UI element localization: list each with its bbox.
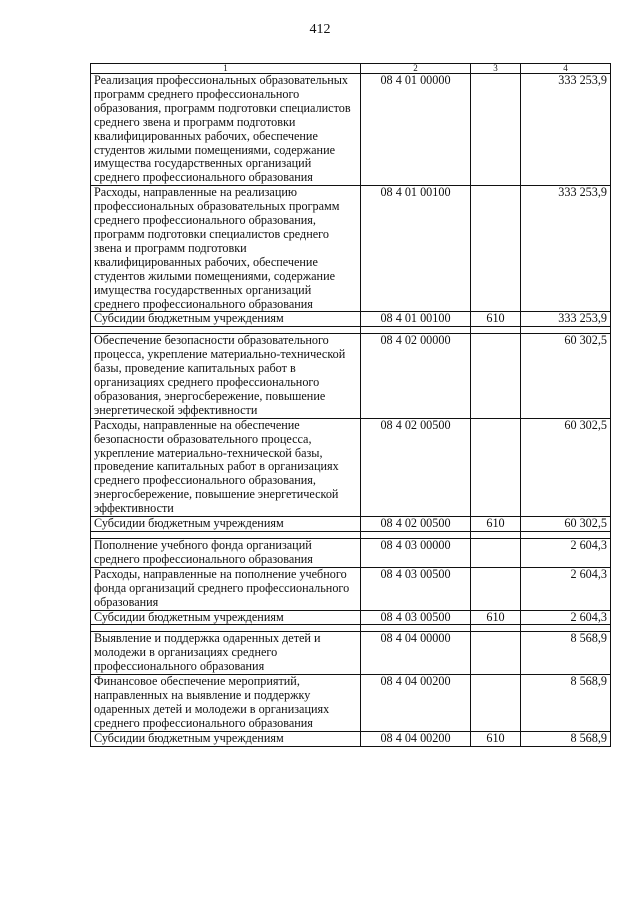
row-name: Финансовое обеспечение мероприятий, направленных на выявление и поддержку одаренных детей и молодежи в организациях среднего профессионального образования: [91, 675, 361, 732]
row-name: Субсидии бюджетным учреждениям: [91, 610, 361, 625]
row-amount: 333 253,9: [521, 186, 611, 312]
table-row: [91, 74, 611, 186]
row-name: Расходы, направленные на пополнение учебного фонда организаций среднего профессионального образования: [91, 567, 361, 610]
table-row: [91, 632, 611, 675]
row-amount: 2 604,3: [521, 610, 611, 625]
row-amount: 333 253,9: [521, 74, 611, 186]
row-type: 610: [471, 517, 521, 532]
row-amount: 8 568,9: [521, 731, 611, 746]
row-name: Выявление и поддержка одаренных детей и молодежи в организациях среднего профессионального образования: [91, 632, 361, 675]
row-name: Субсидии бюджетным учреждениям: [91, 312, 361, 327]
table-row: [91, 610, 611, 625]
row-type: 610: [471, 731, 521, 746]
row-type: [471, 632, 521, 675]
table-row: [91, 517, 611, 532]
table-row: [91, 334, 611, 418]
row-type: [471, 567, 521, 610]
row-code: 08 4 02 00500: [361, 418, 471, 516]
row-code: 08 4 01 00100: [361, 312, 471, 327]
row-code: 08 4 02 00000: [361, 334, 471, 418]
row-type: [471, 74, 521, 186]
row-type: 610: [471, 312, 521, 327]
row-amount: 60 302,5: [521, 418, 611, 516]
row-code: 08 4 03 00000: [361, 539, 471, 568]
row-amount: 60 302,5: [521, 334, 611, 418]
row-name: Расходы, направленные на обеспечение безопасности образовательного процесса, укрепление материально-технической базы, проведение капитальных работ в организациях среднего профессионального образования, энергосбережение, повышение энергетической эффективности: [91, 418, 361, 516]
row-amount: 2 604,3: [521, 539, 611, 568]
row-code: 08 4 03 00500: [361, 567, 471, 610]
column-header: 1: [91, 64, 361, 74]
row-type: [471, 675, 521, 732]
row-name: Обеспечение безопасности образовательного процесса, укрепление материально-технической базы, проведение капитальных работ в организациях среднего профессионального образования, энергосбережение, повышение энергетической эффективности: [91, 334, 361, 418]
row-amount: 2 604,3: [521, 567, 611, 610]
row-code: 08 4 04 00000: [361, 632, 471, 675]
row-name: Субсидии бюджетным учреждениям: [91, 517, 361, 532]
row-amount: 8 568,9: [521, 632, 611, 675]
row-name: Расходы, направленные на реализацию профессиональных образовательных программ среднего профессионального образования, программ подготовки специалистов среднего звена и программ подготовки квалифицированных рабочих, обеспечение студентов жилыми помещениями, содержание имущества государственных организаций среднего профессионального образования: [91, 186, 361, 312]
column-header: 4: [521, 64, 611, 74]
column-header: 3: [471, 64, 521, 74]
row-code: 08 4 04 00200: [361, 731, 471, 746]
table-row: [91, 539, 611, 568]
row-type: [471, 539, 521, 568]
row-code: 08 4 01 00100: [361, 186, 471, 312]
row-name: Субсидии бюджетным учреждениям: [91, 731, 361, 746]
table-row: [91, 418, 611, 516]
table-row: [91, 567, 611, 610]
row-name: Реализация профессиональных образовательных программ среднего профессионального образования, программ подготовки специалистов среднего звена и программ подготовки квалифицированных рабочих, обеспечение студентов жилыми помещениями, содержание имущества государственных организаций среднего профессионального образования: [91, 74, 361, 186]
row-type: 610: [471, 610, 521, 625]
budget-table: [90, 63, 611, 747]
row-type: [471, 186, 521, 312]
column-header: 2: [361, 64, 471, 74]
row-type: [471, 418, 521, 516]
table-row: [91, 675, 611, 732]
row-code: 08 4 02 00500: [361, 517, 471, 532]
page-number: 412: [309, 22, 331, 37]
row-amount: 60 302,5: [521, 517, 611, 532]
row-amount: 8 568,9: [521, 675, 611, 732]
table-row: [91, 186, 611, 312]
row-code: 08 4 04 00200: [361, 675, 471, 732]
row-type: [471, 334, 521, 418]
table-row: [91, 312, 611, 327]
table-row: [91, 731, 611, 746]
row-name: Пополнение учебного фонда организаций среднего профессионального образования: [91, 539, 361, 568]
row-code: 08 4 03 00500: [361, 610, 471, 625]
row-amount: 333 253,9: [521, 312, 611, 327]
row-code: 08 4 01 00000: [361, 74, 471, 186]
table-header-row: [91, 64, 611, 74]
